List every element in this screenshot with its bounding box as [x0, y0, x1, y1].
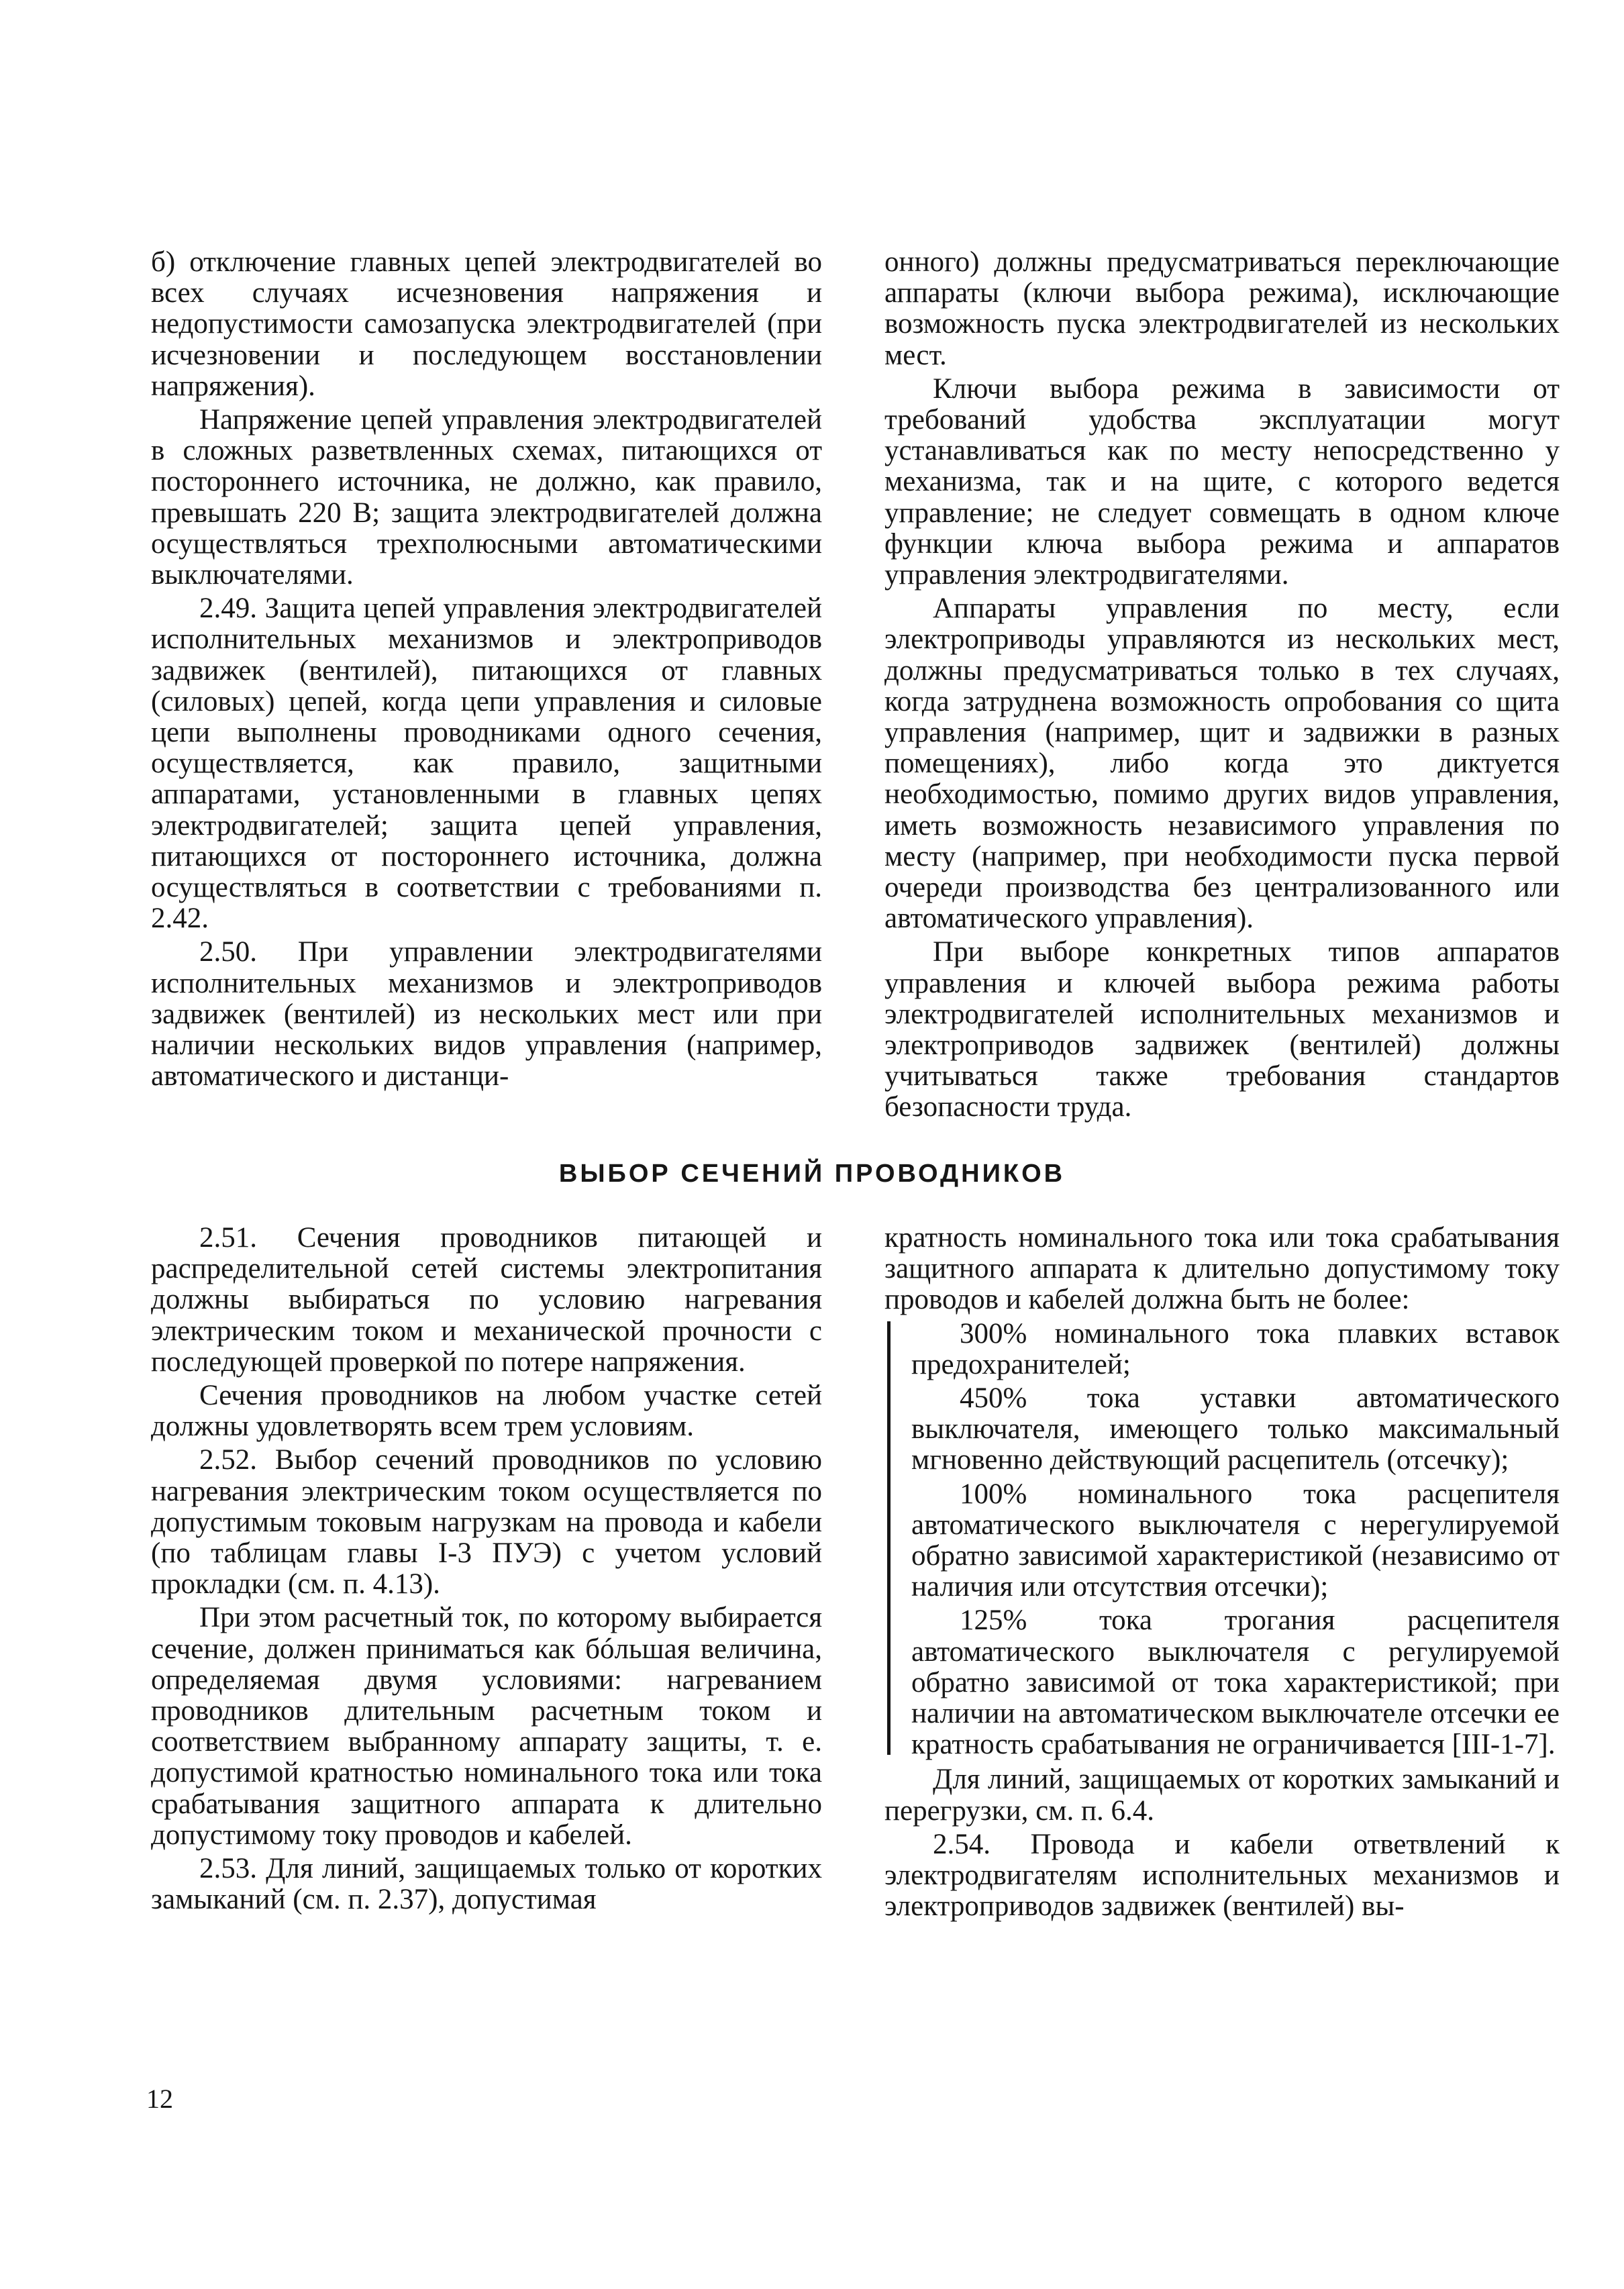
paragraph-2-52: 2.52. Выбор сечений проводников по условию нагревания электрическим током осуществляется по допустимым токовым нагрузкам на провода и кабели (по таблицам главы I-3 ПУЭ) с учетом условий прокладки (см. п. 4.13). — [151, 1444, 822, 1600]
bottom-right-column — [884, 1223, 1560, 1925]
paragraph-control-voltage: Напряжение цепей управления электродвигателей в сложных разветвленных схемах, питающихся от постороннего источника, не должно, как правило, превышать 220 В; защита электродвигателей должна осуществляться трехполюсными автоматическими выключателями. — [151, 404, 822, 591]
paragraph-three-conditions: Сечения проводников на любом участке сетей должны удовлетворять всем трем условиям. — [151, 1380, 822, 1443]
list-item: 300% номинального тока плавких вставок предохранителей; — [911, 1317, 1560, 1380]
list-item: 100% номинального тока расцепителя автоматического выключателя с нерегулируемой обратно зависимой характеристикой (независимо от наличия или отсутствия отсечки); — [911, 1478, 1560, 1603]
page-number: 12 — [146, 2084, 173, 2114]
paragraph-2-53: 2.53. Для линий, защищаемых только от коротких замыканий (см. п. 2.37), допустимая — [151, 1853, 822, 1916]
top-right-column — [884, 247, 1560, 1126]
ratio-limits-list — [884, 1319, 1560, 1761]
paragraph-2-50: 2.50. При управлении электродвигателями исполнительных механизмов и электроприводов задвижек (вентилей) из нескольких мест или при наличии нескольких видов управления (например, автоматического и дистанци- — [151, 936, 822, 1092]
top-left-column — [151, 247, 822, 1095]
bottom-left-column — [151, 1223, 822, 1918]
list-item: 450% тока уставки автоматического выключателя, имеющего только максимальный мгновенно действующий расцепитель (отсечку); — [911, 1382, 1560, 1476]
list-bracket — [887, 1321, 897, 1756]
list-item: 125% тока трогания расцепителя автоматического выключателя с регулируемой обратно зависимой от тока характеристикой; при наличии на автоматическом выключателе отсечки ее кратность срабатывания не ограничивается [III-1-7]. — [911, 1605, 1560, 1761]
paragraph-overload-lines: Для линий, защищаемых от коротких замыканий и перегрузки, см. п. 6.4. — [884, 1764, 1560, 1827]
paragraph-2-49: 2.49. Защита цепей управления электродвигателей исполнительных механизмов и электроприводов задвижек (вентилей), питающихся от главных (силовых) цепей, когда цепи управления и силовые цепи выполнены проводниками одного сечения, осуществляется, как правило, защитными аппаратами, установленными в главных цепях электродвигателей; защита цепей управления, питающихся от постороннего источника, должна осуществляться в соответствии с требованиями п. 2.42. — [151, 593, 822, 935]
section-heading: ВЫБОР СЕЧЕНИЙ ПРОВОДНИКОВ — [558, 1160, 1066, 1188]
paragraph-2-50-continued: онного) должны предусматриваться переключающие аппараты (ключи выбора режима), исключающие возможность пуска электродвигателей из нескольких мест. — [884, 246, 1560, 371]
paragraph-design-current: При этом расчетный ток, по которому выбирается сечение, должен приниматься как бóльшая величина, определяемая двумя условиями: нагреванием проводников длительным расчетным током и соответствием выбранному аппарату защиты, т. е. допустимой кратностью номинального тока или тока срабатывания защитного аппарата к длительно допустимому току проводов и кабелей. — [151, 1602, 822, 1851]
paragraph-2-51: 2.51. Сечения проводников питающей и распределительной сетей системы электропитания должны выбираться по условию нагревания электрическим током и механической прочности с последующей проверкой по потере напряжения. — [151, 1222, 822, 1378]
paragraph-mode-keys: Ключи выбора режима в зависимости от требований удобства эксплуатации могут устанавливаться как по месту непосредственно у механизма, так и на щите, с которого ведется управление; не следует совмещать в одном ключе функции ключа выбора режима и аппаратов управления электродвигателями. — [884, 372, 1560, 591]
paragraph-2-53-continued: кратность номинального тока или тока срабатывания защитного аппарата к длительно допустимому току проводов и кабелей должна быть не более: — [884, 1222, 1560, 1316]
paragraph-local-control: Аппараты управления по месту, если электроприводы управляются из нескольких мест, должны предусматриваться только в тех случаях, когда затруднена возможность опробования со щита управления (например, щит и задвижки в разных помещениях), либо когда это диктуется необходимостью, помимо других видов управления, иметь возможность независимого управления по месту (например, при необходимости пуска первой очереди производства без централизованного или автоматического управления). — [884, 593, 1560, 935]
paragraph-2-54: 2.54. Провода и кабели ответвлений к электродвигателям исполнительных механизмов и электроприводов задвижек (вентилей) вы- — [884, 1828, 1560, 1923]
paragraph-item-b: б) отключение главных цепей электродвигателей во всех случаях исчезновения напряжения и недопустимости самозапуска электродвигателей (при исчезновении и последующем восстановлении напряжения). — [151, 246, 822, 402]
paragraph-safety-standards: При выборе конкретных типов аппаратов управления и ключей выбора режима работы электродвигателей исполнительных механизмов и электроприводов задвижек (вентилей) должны учитываться также требования стандартов безопасности труда. — [884, 936, 1560, 1123]
